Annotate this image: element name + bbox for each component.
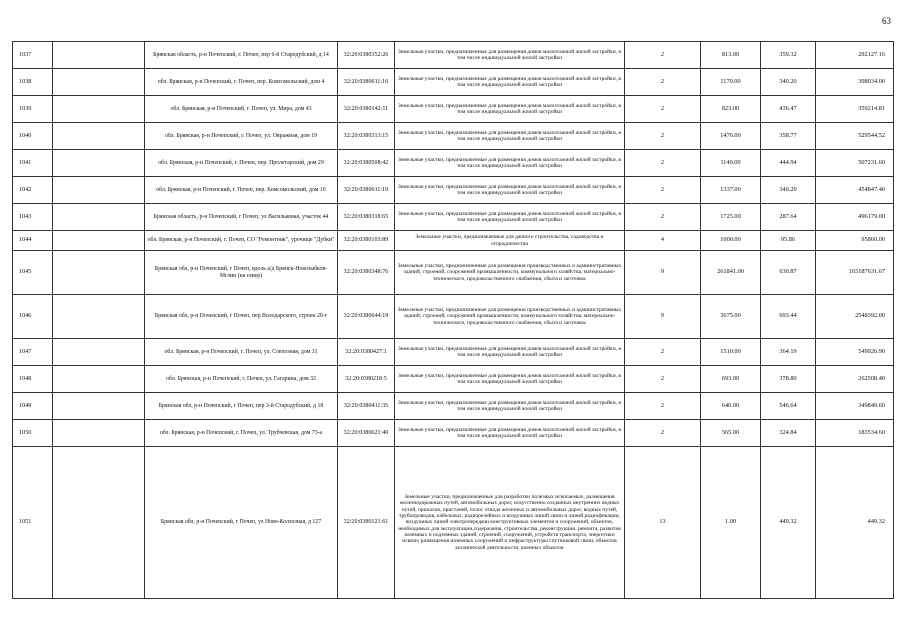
table-row bbox=[13, 231, 894, 251]
area-cell: 1725.00 bbox=[701, 204, 761, 231]
row-number: 1038 bbox=[13, 69, 53, 96]
row-number: 1039 bbox=[13, 96, 53, 123]
cadastral-cost-cell: 95860.00 bbox=[816, 231, 894, 251]
cadastral-cost-cell: 292127.16 bbox=[816, 42, 894, 69]
cadastral-cost-cell: 349849.60 bbox=[816, 393, 894, 420]
table-row bbox=[13, 420, 894, 447]
address-cell: Брянская обл, р-н Почепский, г Почеп, вдоль а/д Брянск-Новозыбков-Мглин (на север) bbox=[145, 251, 338, 295]
empty-cell bbox=[53, 366, 145, 393]
cadastral-cost-cell: 529544.52 bbox=[816, 123, 894, 150]
address-cell: обл. Брянская, р-н Почепский, г. Почеп, ул. Мира, дом 43 bbox=[145, 96, 338, 123]
area-cell: 1476.00 bbox=[701, 123, 761, 150]
cadastral-cost-cell: 496179.00 bbox=[816, 204, 894, 231]
group-cell: 4 bbox=[625, 231, 701, 251]
row-number: 1043 bbox=[13, 204, 53, 231]
group-cell: 2 bbox=[625, 420, 701, 447]
group-cell: 2 bbox=[625, 96, 701, 123]
empty-cell bbox=[53, 96, 145, 123]
group-cell: 13 bbox=[625, 447, 701, 599]
cadastral-cost-cell: 549926.90 bbox=[816, 339, 894, 366]
specific-value-cell: 449.32 bbox=[761, 447, 816, 599]
address-cell: Брянская область, р-н Почепский, г Почеп, ул Васильковая, участок 44 bbox=[145, 204, 338, 231]
table-row bbox=[13, 295, 894, 339]
specific-value-cell: 95.86 bbox=[761, 231, 816, 251]
cadastral-cost-cell: 449.32 bbox=[816, 447, 894, 599]
land-use-cell: Земельные участки, предназначенные для разработки полезных ископаемых, размещения железнодорожных путей, автомобильных дорог, искусственно созданных внутренних водных путей, причалов, пристаней, полос отвода железных и автомобильных дорог, водных путей, трубопроводов, кабельных, радиорелейных и воздушных линий связи и линий радиофикации, воздушных линий электропередачи конструктивных элементов и сооружений, объектов, необходимых для эксплуатации,содержания, строительства, реконструкции, ремонта, развития наземных и подземных зданий, строений, сооружений, устройств транспорта, энергетики исвязи; размещения наземных сооружений и инфраструктуры спутниковой связи, объектов космической деятельности, военных объектов bbox=[395, 447, 625, 599]
group-cell: 2 bbox=[625, 366, 701, 393]
specific-value-cell: 546.64 bbox=[761, 393, 816, 420]
area-cell: 693.00 bbox=[701, 366, 761, 393]
cadastral-cost-cell: 398034.00 bbox=[816, 69, 894, 96]
cadastral-number-cell: 32:20:0380348:76 bbox=[338, 251, 395, 295]
cadastral-number-cell: 32:20:0380411:35 bbox=[338, 393, 395, 420]
empty-cell bbox=[53, 69, 145, 96]
empty-cell bbox=[53, 123, 145, 150]
cadastral-number-cell: 32:20:0380611:16 bbox=[338, 69, 395, 96]
row-number: 1049 bbox=[13, 393, 53, 420]
row-number: 1047 bbox=[13, 339, 53, 366]
specific-value-cell: 324.84 bbox=[761, 420, 816, 447]
empty-cell bbox=[53, 339, 145, 366]
cadastral-number-cell: 32:20:0380142:11 bbox=[338, 96, 395, 123]
cadastral-number-cell: 32:20:0380103:89 bbox=[338, 231, 395, 251]
area-cell: 261841.00 bbox=[701, 251, 761, 295]
address-cell: Брянская область, р-н Почепский, г. Почеп, пер 6-й Стародубский, д 14 bbox=[145, 42, 338, 69]
cadastral-number-cell: 32:20:0380318:65 bbox=[338, 204, 395, 231]
cadastral-cost-cell: 165187631.67 bbox=[816, 251, 894, 295]
group-cell: 2 bbox=[625, 42, 701, 69]
area-cell: 3675.00 bbox=[701, 295, 761, 339]
specific-value-cell: 364.19 bbox=[761, 339, 816, 366]
area-cell: 1140.00 bbox=[701, 150, 761, 177]
group-cell: 2 bbox=[625, 393, 701, 420]
address-cell: обл. Брянская, р-н Почепский, г. Почеп, ул. Совхозная, дом 31 bbox=[145, 339, 338, 366]
cadastral-value-table bbox=[12, 41, 894, 599]
group-cell: 2 bbox=[625, 69, 701, 96]
specific-value-cell: 340.20 bbox=[761, 177, 816, 204]
land-use-cell: Земельные участки, предназначенные для размещения домов малоэтажной жилой застройки, в том числе индивидуальной жилой застройки bbox=[395, 96, 625, 123]
address-cell: Брянская обл, р-н Почепский, г Почеп, пер Володарского, строен 20-г bbox=[145, 295, 338, 339]
empty-cell bbox=[53, 251, 145, 295]
empty-cell bbox=[53, 447, 145, 599]
cadastral-cost-cell: 359214.81 bbox=[816, 96, 894, 123]
empty-cell bbox=[53, 420, 145, 447]
row-number: 1040 bbox=[13, 123, 53, 150]
specific-value-cell: 436.47 bbox=[761, 96, 816, 123]
land-use-cell: Земельные участки, предназначенные для размещения домов малоэтажной жилой застройки, в том числе индивидуальной жилой застройки bbox=[395, 123, 625, 150]
group-cell: 9 bbox=[625, 251, 701, 295]
group-cell: 2 bbox=[625, 204, 701, 231]
area-cell: 640.00 bbox=[701, 393, 761, 420]
address-cell: обл. Брянская, р-н Почепский, г. Почеп, пер. Пролетарский, дом 29 bbox=[145, 150, 338, 177]
table-row bbox=[13, 150, 894, 177]
area-cell: 813.00 bbox=[701, 42, 761, 69]
table-row bbox=[13, 366, 894, 393]
cadastral-number-cell: 32:20:0380644:19 bbox=[338, 295, 395, 339]
cadastral-cost-cell: 507231.60 bbox=[816, 150, 894, 177]
cadastral-number-cell: 32:20:0380218:5 bbox=[338, 366, 395, 393]
empty-cell bbox=[53, 42, 145, 69]
table-row bbox=[13, 69, 894, 96]
land-use-cell: Земельные участки, предназначенные для размещения домов малоэтажной жилой застройки, в том числе индивидуальной жилой застройки bbox=[395, 42, 625, 69]
empty-cell bbox=[53, 393, 145, 420]
specific-value-cell: 340.20 bbox=[761, 69, 816, 96]
area-cell: 1170.00 bbox=[701, 69, 761, 96]
table-row bbox=[13, 123, 894, 150]
land-use-cell: Земельные участки, предназначенные для размещения домов малоэтажной жилой застройки, в том числе индивидуальной жилой застройки bbox=[395, 150, 625, 177]
land-use-cell: Земельные участки, предназначенные для размещения домов малоэтажной жилой застройки, в том числе индивидуальной жилой застройки bbox=[395, 366, 625, 393]
area-cell: 1337.00 bbox=[701, 177, 761, 204]
address-cell: Брянская обл, р-н Почепский, г Почеп, ул Ново-Колхозная, д 127 bbox=[145, 447, 338, 599]
table-row bbox=[13, 177, 894, 204]
address-cell: обл. Брянская, р-н Почепский, г. Почеп, ул. Гагарина, дом 32 bbox=[145, 366, 338, 393]
group-cell: 2 bbox=[625, 177, 701, 204]
specific-value-cell: 378.80 bbox=[761, 366, 816, 393]
row-number: 1037 bbox=[13, 42, 53, 69]
table-row bbox=[13, 339, 894, 366]
land-use-cell: Земельные участки, предназначенные для размещения производственных и административных зданий, строений, сооружений промышленности, коммунального хозяйства, материально-технического, продовольственного снабжения, сбыта и заготовок bbox=[395, 295, 625, 339]
area-cell: 565.00 bbox=[701, 420, 761, 447]
empty-cell bbox=[53, 295, 145, 339]
cadastral-number-cell: 32:20:0380313:15 bbox=[338, 123, 395, 150]
group-cell: 9 bbox=[625, 295, 701, 339]
row-number: 1048 bbox=[13, 366, 53, 393]
empty-cell bbox=[53, 177, 145, 204]
row-number: 1045 bbox=[13, 251, 53, 295]
table-row bbox=[13, 251, 894, 295]
specific-value-cell: 693.44 bbox=[761, 295, 816, 339]
cadastral-cost-cell: 454847.40 bbox=[816, 177, 894, 204]
specific-value-cell: 358.77 bbox=[761, 123, 816, 150]
area-cell: 1000.00 bbox=[701, 231, 761, 251]
land-use-cell: Земельные участки, предназначенные для размещения домов малоэтажной жилой застройки, в том числе индивидуальной жилой застройки bbox=[395, 204, 625, 231]
cadastral-number-cell: 32:20:0380611:19 bbox=[338, 177, 395, 204]
specific-value-cell: 630.87 bbox=[761, 251, 816, 295]
address-cell: обл. Брянская, р-н Почепский, г. Почеп, ул. Овражная, дом 19 bbox=[145, 123, 338, 150]
cadastral-number-cell: 32:20:0380352:26 bbox=[338, 42, 395, 69]
land-use-cell: Земельные участки, предназначенные для размещения домов малоэтажной жилой застройки, в том числе индивидуальной жилой застройки bbox=[395, 177, 625, 204]
address-cell: Брянская обл, р-н Почепский, г Почеп, пер 3-й Стародубский, д 18 bbox=[145, 393, 338, 420]
land-use-cell: Земельные участки, предназначенные для размещения домов малоэтажной жилой застройки, в том числе индивидуальной жилой застройки bbox=[395, 420, 625, 447]
row-number: 1044 bbox=[13, 231, 53, 251]
group-cell: 2 bbox=[625, 339, 701, 366]
row-number: 1051 bbox=[13, 447, 53, 599]
land-use-cell: Земельные участки, предназначенные для размещения производственных и административных зданий, строений, сооружений промышленности, коммунального хозяйства, материально-технического, продовольственного снабжения, сбыта и заготовок bbox=[395, 251, 625, 295]
land-use-cell: Земельные участки, предназначенные для размещения домов малоэтажной жилой застройки, в том числе индивидуальной жилой застройки bbox=[395, 393, 625, 420]
table-row bbox=[13, 96, 894, 123]
land-use-cell: Земельные участки, предназначенные для размещения домов малоэтажной жилой застройки, в том числе индивидуальной жилой застройки bbox=[395, 339, 625, 366]
row-number: 1042 bbox=[13, 177, 53, 204]
land-use-cell: Земельные участки, предназначенные для дачного строительства, садоводства и огородничества bbox=[395, 231, 625, 251]
cadastral-cost-cell: 262508.40 bbox=[816, 366, 894, 393]
row-number: 1050 bbox=[13, 420, 53, 447]
empty-cell bbox=[53, 231, 145, 251]
table-row bbox=[13, 42, 894, 69]
address-cell: обл. Брянская, р-н Почепский, г. Почеп, СО "Ремонтник", урочище "Дубки" bbox=[145, 231, 338, 251]
cadastral-number-cell: 32:20:0380427:1 bbox=[338, 339, 395, 366]
cadastral-number-cell: 32:20:0380508:42 bbox=[338, 150, 395, 177]
area-cell: 1510.00 bbox=[701, 339, 761, 366]
address-cell: обл. Брянская, р-н Почепский, г. Почеп, ул. Трубчевская, дом 73-а bbox=[145, 420, 338, 447]
group-cell: 2 bbox=[625, 123, 701, 150]
address-cell: обл. Брянская, р-н Почепский, г. Почеп, пер. Комсомольский, дом 10 bbox=[145, 177, 338, 204]
row-number: 1046 bbox=[13, 295, 53, 339]
page-number: 63 bbox=[882, 16, 891, 26]
table-row bbox=[13, 393, 894, 420]
cadastral-cost-cell: 183534.60 bbox=[816, 420, 894, 447]
land-use-cell: Земельные участки, предназначенные для размещения домов малоэтажной жилой застройки, в том числе индивидуальной жилой застройки bbox=[395, 69, 625, 96]
row-number: 1041 bbox=[13, 150, 53, 177]
area-cell: 1.00 bbox=[701, 447, 761, 599]
cadastral-cost-cell: 2548392.00 bbox=[816, 295, 894, 339]
empty-cell bbox=[53, 150, 145, 177]
table-row bbox=[13, 204, 894, 231]
group-cell: 2 bbox=[625, 150, 701, 177]
specific-value-cell: 359.32 bbox=[761, 42, 816, 69]
specific-value-cell: 287.64 bbox=[761, 204, 816, 231]
table-row bbox=[13, 447, 894, 599]
area-cell: 823.00 bbox=[701, 96, 761, 123]
cadastral-number-cell: 32:20:0380621:40 bbox=[338, 420, 395, 447]
cadastral-number-cell: 32:20:0380121:61 bbox=[338, 447, 395, 599]
specific-value-cell: 444.94 bbox=[761, 150, 816, 177]
empty-cell bbox=[53, 204, 145, 231]
address-cell: обл. Брянская, р-н Почепский, г. Почеп, пер. Комсомольский, дом 4 bbox=[145, 69, 338, 96]
